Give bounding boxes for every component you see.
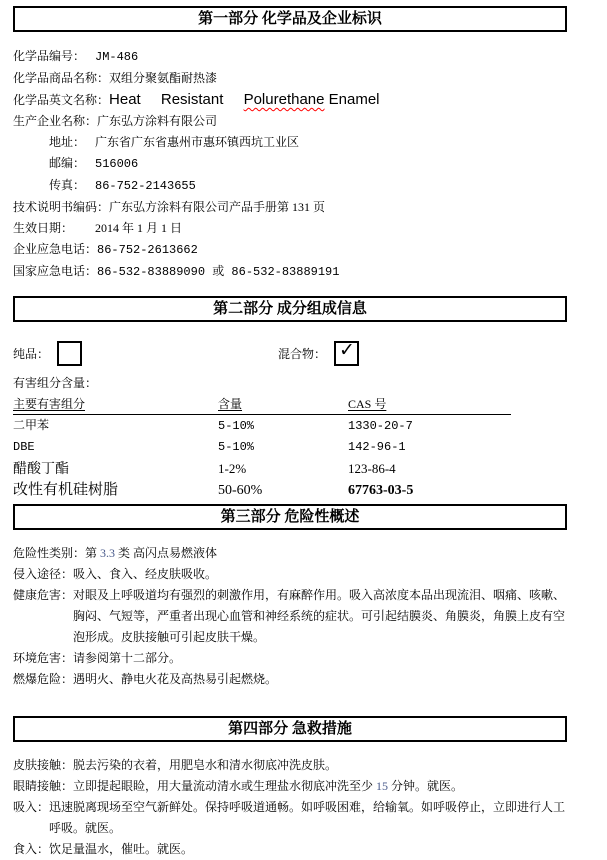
english-name-word4: Enamel — [328, 91, 380, 108]
field-row-datasheet-code — [0, 197, 607, 218]
hazard-class-row — [0, 543, 607, 564]
section1-header-box — [13, 6, 567, 32]
address-label: 地址： — [48, 135, 85, 149]
component-name: DBE — [13, 440, 35, 454]
component-cas: 67763-03-5 — [348, 483, 414, 498]
hazard-class-pre: 第 — [85, 546, 101, 560]
effective-date-value: 2014 年 1 月 1 日 — [95, 221, 183, 235]
hazard-class-value — [85, 543, 217, 564]
section4-title: 第四部分 急救措施 — [228, 721, 352, 737]
section3-content — [0, 543, 607, 690]
health-hazard-row — [0, 585, 607, 648]
component-content: 1-2% — [218, 461, 247, 476]
misspelled-word: Polurethane — [243, 91, 325, 108]
component-name: 改性有机硅树脂 — [13, 482, 119, 498]
field-row-chemical-id — [0, 46, 607, 68]
datasheet-code-value: 广东弘方涂料有限公司产品手册第 131 页 — [109, 200, 326, 214]
components-table — [0, 394, 607, 501]
product-name-label: 化学品商品名称： — [13, 71, 110, 85]
section4-header-box — [13, 716, 567, 742]
table-row-xylene — [13, 415, 553, 437]
hazard-class-label: 危险性类别： — [13, 546, 86, 560]
hazard-class-number: 3.3 — [100, 546, 116, 560]
field-row-english-name — [0, 89, 607, 111]
company-emergency-phone-value: 86-752-2613662 — [97, 243, 198, 257]
explosion-hazard-row — [0, 669, 607, 690]
components-table-header — [13, 394, 511, 415]
section2-header-box — [13, 296, 567, 322]
exposure-routes-row — [0, 564, 607, 585]
component-name: 醋酸丁酯 — [13, 462, 69, 477]
eye-contact-pre: 立即提起眼睑，用大量流动清水或生理盐水彻底冲洗至少 — [73, 779, 377, 793]
component-cas: 1330-20-7 — [348, 419, 413, 433]
mixture-label: 混合物： — [278, 346, 327, 361]
table-row-butyl-acetate — [13, 458, 553, 480]
ingestion-label: 食入： — [13, 842, 50, 856]
component-content: 5-10% — [218, 440, 255, 454]
exposure-routes-text: 吸入、食入、经皮肤吸收。 — [73, 567, 218, 581]
eye-contact-minutes: 15 — [376, 779, 389, 793]
environment-hazard-label: 环境危害： — [13, 651, 74, 665]
checkmark-icon: ✓ — [339, 338, 355, 361]
component-cas: 123-86-4 — [348, 461, 396, 476]
section4-content — [0, 755, 607, 860]
component-content: 5-10% — [218, 419, 255, 433]
fax-label: 传真： — [48, 178, 85, 192]
ingestion-text: 饮足量温水，催吐。就医。 — [49, 842, 194, 856]
section1-content — [0, 46, 607, 283]
exposure-routes-label: 侵入途径： — [13, 567, 74, 581]
hazard-class-post: 类 高闪点易燃液体 — [115, 546, 218, 560]
company-emergency-phone-label: 企业应急电话： — [13, 242, 98, 256]
pure-label: 纯品： — [13, 346, 50, 361]
skin-contact-label: 皮肤接触： — [13, 758, 74, 772]
field-row-postcode — [0, 153, 607, 175]
component-name: 二甲苯 — [13, 418, 50, 432]
composition-type-row — [0, 339, 607, 367]
inhalation-row — [0, 797, 607, 839]
eye-contact-row — [0, 776, 607, 797]
col-header-component: 主要有害组分 — [13, 397, 86, 411]
explosion-hazard-text: 遇明火、静电火花及高热易引起燃烧。 — [73, 672, 278, 686]
section3-title: 第三部分 危险性概述 — [220, 509, 360, 525]
table-row-dbe — [13, 437, 553, 458]
eye-contact-post: 分钟。就医。 — [388, 779, 464, 793]
field-row-national-emergency-phone — [0, 261, 607, 283]
national-emergency-phone-value: 86-532-83889090 或 86-532-83889191 — [97, 265, 340, 279]
fax-value: 86-752-2143655 — [95, 179, 196, 193]
ingestion-row — [0, 839, 607, 860]
chemical-id-label: 化学品编号： — [13, 49, 86, 63]
health-hazard-text: 对眼及上呼吸道均有强烈的刺激作用，有麻醉作用。吸入高浓度本品出现流泪、咽痛、咳嗽、胸闷、气短等，严重者出现心血管和神经系统的症状。可引起结膜炎、角膜炎，角膜上皮有空泡形成。皮肤接触可引起皮肤干燥。 — [73, 588, 566, 644]
field-row-company-emergency-phone — [0, 239, 607, 261]
postcode-value: 516006 — [95, 157, 139, 171]
english-name-value — [109, 89, 380, 110]
english-name-word1: Heat — [109, 91, 141, 108]
manufacturer-value: 广东弘方涂料有限公司 — [97, 114, 218, 128]
postcode-label: 邮编： — [48, 156, 85, 170]
field-row-product-name — [0, 68, 607, 89]
product-name-value: 双组分聚氨酯耐热漆 — [109, 71, 218, 85]
section2-title: 第二部分 成分组成信息 — [213, 301, 367, 317]
eye-contact-text — [73, 776, 463, 797]
national-emergency-phone-label: 国家应急电话： — [13, 264, 98, 278]
component-cas: 142-96-1 — [348, 440, 406, 454]
field-row-effective-date — [0, 218, 607, 239]
chemical-id-value: JM-486 — [95, 50, 139, 64]
section1-title: 第一部分 化学品及企业标识 — [198, 11, 382, 27]
health-hazard-label: 健康危害： — [13, 588, 74, 602]
pure-checkbox[interactable] — [57, 341, 82, 366]
table-row-silicone-resin — [13, 480, 553, 501]
col-header-content: 含量 — [218, 397, 243, 411]
harmful-components-heading: 有害组分含量： — [13, 376, 98, 390]
mixture-checkbox[interactable] — [334, 338, 359, 366]
english-name-label: 化学品英文名称： — [13, 93, 110, 107]
eye-contact-label: 眼睛接触： — [13, 779, 74, 793]
skin-contact-row — [0, 755, 607, 776]
inhalation-text: 迅速脱离现场至空气新鲜处。保持呼吸道通畅。如呼吸困难，给输氧。如呼吸停止，立即进行人工呼吸。就医。 — [49, 800, 566, 835]
field-row-manufacturer — [0, 111, 607, 132]
section3-header-box — [13, 504, 567, 530]
address-value: 广东省广东省惠州市惠环镇西坑工业区 — [95, 135, 300, 149]
environment-hazard-text: 请参阅第十二部分。 — [73, 651, 182, 665]
field-row-fax — [0, 175, 607, 197]
datasheet-code-label: 技术说明书编码： — [13, 200, 110, 214]
manufacturer-label: 生产企业名称： — [13, 114, 98, 128]
col-header-cas: CAS 号 — [348, 397, 387, 411]
field-row-address — [0, 132, 607, 153]
skin-contact-text: 脱去污染的衣着，用肥皂水和清水彻底冲洗皮肤。 — [73, 758, 338, 772]
explosion-hazard-label: 燃爆危险： — [13, 672, 74, 686]
environment-hazard-row — [0, 648, 607, 669]
effective-date-label: 生效日期： — [13, 221, 74, 235]
english-name-word2: Resistant — [160, 91, 224, 108]
component-content: 50-60% — [218, 483, 263, 498]
inhalation-label: 吸入： — [13, 800, 50, 814]
